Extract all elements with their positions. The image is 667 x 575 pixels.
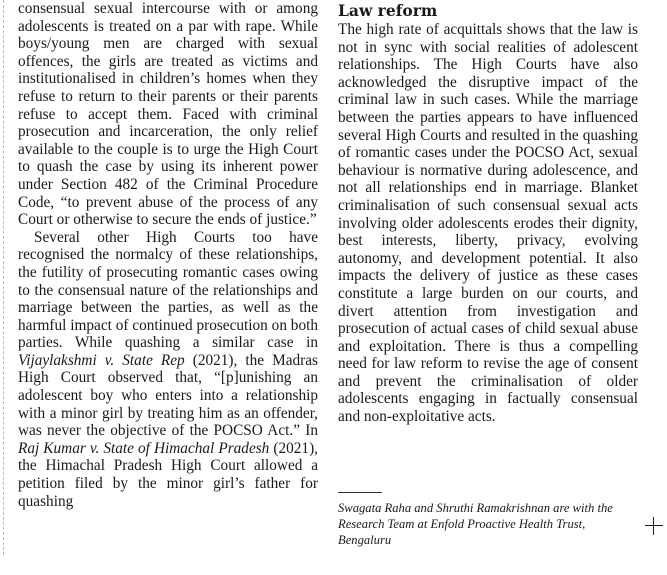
left-paragraph-1: consensual sexual intercourse with or among adolescents is treated on a par with rape. While boys/young men are charged with sexual offences, the girls are treated as victims and institutionalised in children’s homes when they refuse to return to their parents or their parents refuse to accept them. Faced with criminal prosecution and incarceration, the only relief available to the couple is to urge the High Court to quash the case by using its inherent power under Section 482 of the Criminal Procedure Code, “to prevent abuse of the process of any Court or otherwise to secure the ends of justice.” [18,0,318,229]
left-paragraph-2-part-b: (2021), the Madras High Court observed that, “[p]unishing an adolescent boy who enters into a relationship with a minor girl by treating him as an offender, was never the objective of the POCSO Act.” In [18,351,318,440]
case-name-raj-kumar: Raj Kumar v. State of Himachal Pradesh [18,439,270,457]
left-paragraph-2 [18,229,318,511]
author-byline: Swagata Raha and Shruthi Ramakrishnan are with the Research Team at Enfold Proactive Health Trust, Bengaluru [338,501,613,547]
byline-separator [338,492,382,493]
crosshair-cursor-icon [645,517,663,535]
left-column [18,0,318,510]
left-paragraph-2-part-c: (2021), the Himachal Pradesh High Court allowed a petition filed by the minor girl’s father for quashing [18,439,319,510]
right-column [338,21,638,426]
right-paragraph-1: The high rate of acquittals shows that the law is not in sync with social realities of adolescent relationships. The High Courts have also acknowledged the disruptive impact of the criminal law in such cases. While the marriage between the parties appears to have influenced several High Courts and resulted in the quashing of romantic cases under the POCSO Act, sexual behaviour is normative during adolescence, and not all relationships end in marriage. Blanket criminalisation of such consensual sexual acts involving older adolescents erodes their dignity, best interests, liberty, privacy, evolving autonomy, and development potential. It also impacts the delivery of justice as these cases constitute a large burden on our courts, and divert attention from investigation and prosecution of actual cases of child sexual abuse and exploitation. There is thus a compelling need for law reform to revise the age of consent and prevent the criminalisation of older adolescents engaging in factually consensual and non-exploitative acts. [338,21,638,426]
section-heading: Law reform [338,1,438,20]
left-paragraph-2-part-a: Several other High Courts too have recognised the normalcy of these relationships, the futility of prosecuting romantic cases owing to the consensual nature of the relationships and marriage between the parties, as well as the harmful impact of continued prosecution on both parties. While quashing a similar case in [18,228,318,352]
case-name-vijaylakshmi: Vijaylakshmi v. State Rep [18,351,185,369]
column-rule [3,0,4,555]
